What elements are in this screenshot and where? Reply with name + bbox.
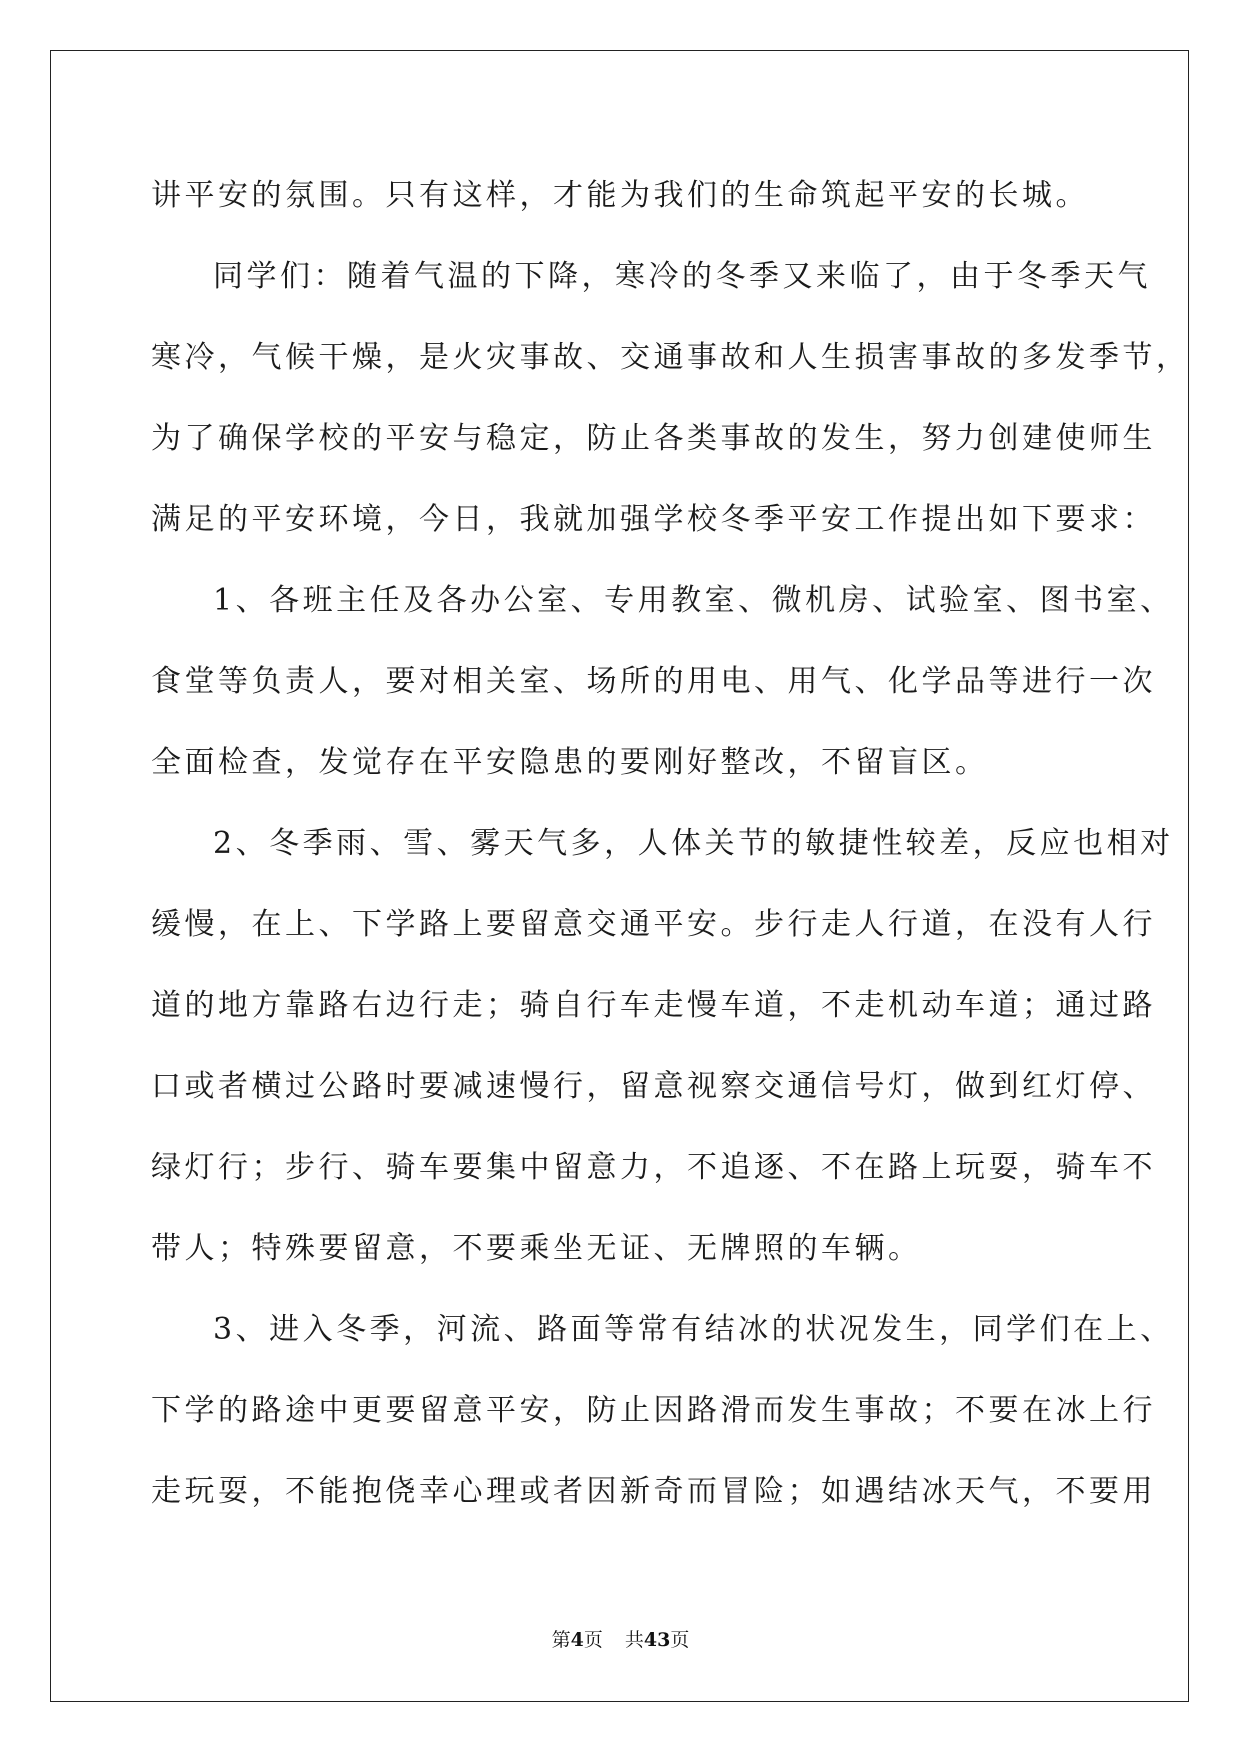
text-line: 1、各班主任及各办公室、专用教室、微机房、试验室、图书室、 <box>213 583 1174 618</box>
text-line: 带人；特殊要留意，不要乘坐无证、无牌照的车辆。 <box>151 1231 922 1266</box>
text-line: 全面检查，发觉存在平安隐患的要刚好整改，不留盲区。 <box>151 745 989 780</box>
page-prefix: 第 <box>551 1629 571 1651</box>
page-number: 4 <box>570 1629 584 1651</box>
text-line: 走玩耍，不能抱侥幸心理或者因新奇而冒险；如遇结冰天气，不要用 <box>151 1474 1156 1509</box>
page-suffix: 页 <box>583 1629 603 1651</box>
text-line: 缓慢，在上、下学路上要留意交通平安。步行走人行道，在没有人行 <box>151 907 1156 942</box>
text-line: 3、进入冬季，河流、路面等常有结冰的状况发生，同学们在上、 <box>213 1312 1174 1347</box>
total-suffix: 页 <box>670 1629 690 1651</box>
text-line: 满足的平安环境，今日，我就加强学校冬季平安工作提出如下要求： <box>151 502 1156 537</box>
total-prefix: 共 <box>624 1629 644 1651</box>
text-line: 寒冷，气候干燥，是火灾事故、交通事故和人生损害事故的多发季节， <box>151 340 1190 375</box>
text-line: 道的地方靠路右边行走；骑自行车走慢车道，不走机动车道；通过路 <box>151 988 1156 1023</box>
text-line: 为了确保学校的平安与稳定，防止各类事故的发生，努力创建使师生 <box>151 421 1156 456</box>
text-line: 绿灯行；步行、骑车要集中留意力，不追逐、不在路上玩耍，骑车不 <box>151 1150 1156 1185</box>
text-line: 口或者横过公路时要减速慢行，留意视察交通信号灯，做到红灯停、 <box>151 1069 1156 1104</box>
text-line: 下学的路途中更要留意平安，防止因路滑而发生事故；不要在冰上行 <box>151 1393 1156 1428</box>
document-body <box>151 155 1190 1532</box>
text-line: 2、冬季雨、雪、雾天气多，人体关节的敏捷性较差，反应也相对 <box>213 826 1174 861</box>
text-line: 食堂等负责人，要对相关室、场所的用电、用气、化学品等进行一次 <box>151 664 1156 699</box>
total-pages: 43 <box>643 1629 671 1651</box>
page-footer <box>0 1625 1241 1652</box>
text-line: 讲平安的氛围。只有这样，才能为我们的生命筑起平安的长城。 <box>151 178 1089 213</box>
text-line: 同学们：随着气温的下降，寒冷的冬季又来临了，由于冬季天气 <box>213 259 1151 294</box>
